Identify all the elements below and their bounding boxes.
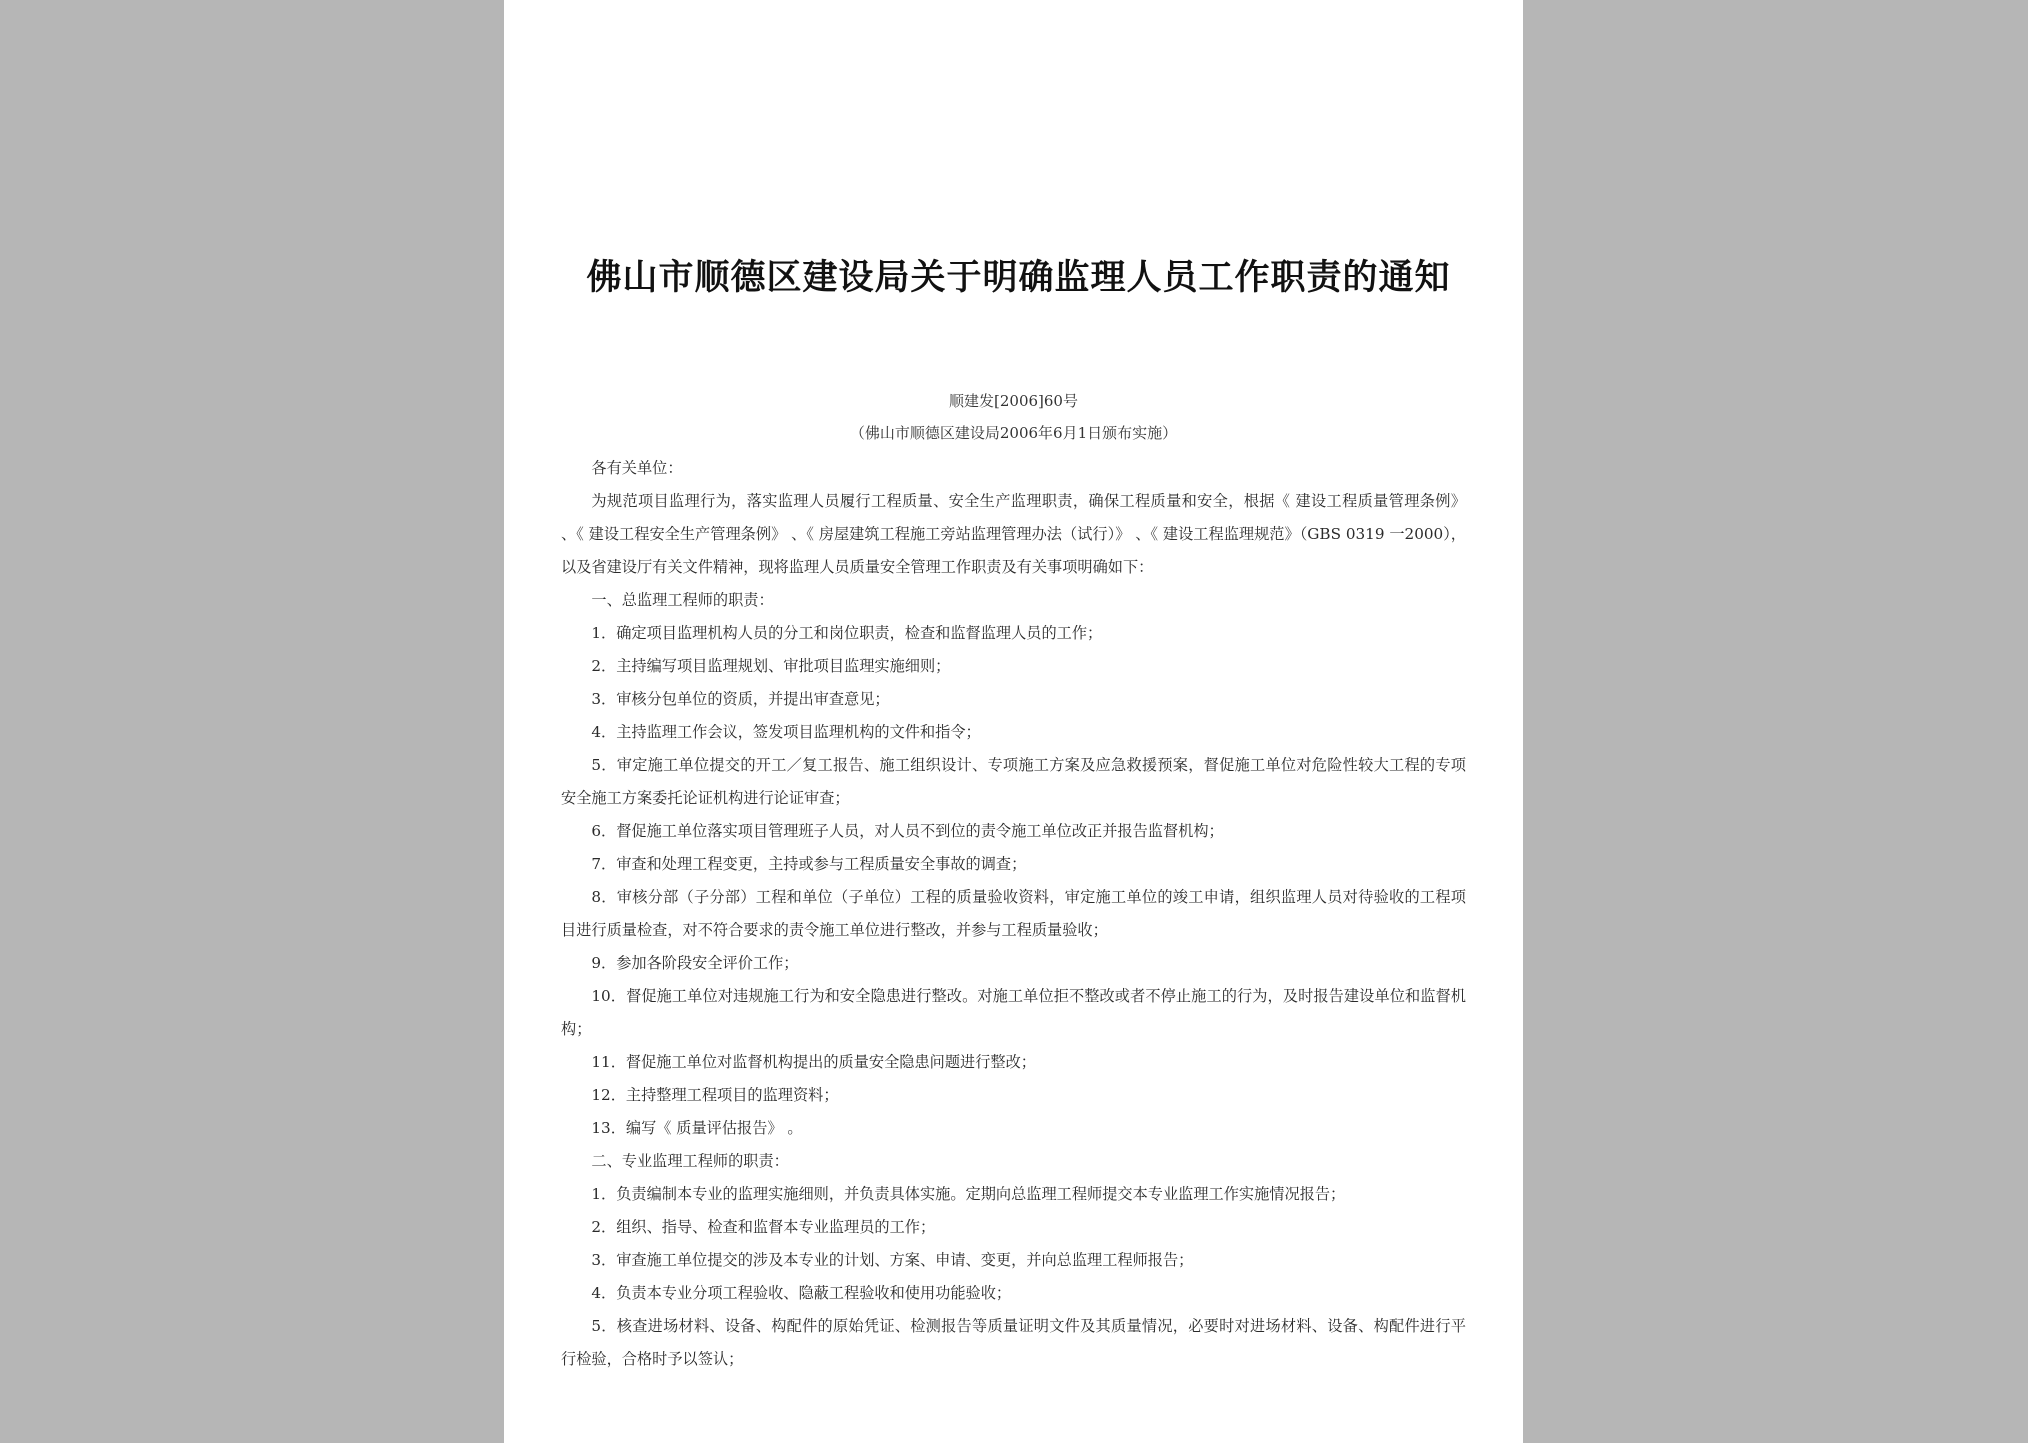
list-item: 2．主持编写项目监理规划、审批项目监理实施细则；: [591, 657, 951, 675]
list-item: 3．审核分包单位的资质，并提出审查意见；: [591, 690, 890, 708]
document-page: [504, 0, 1523, 1443]
document-body: [561, 452, 1466, 1376]
list-item: 5．核查进场材料、设备、构配件的原始凭证、检测报告等质量证明文件及其质量情况，必要时对进场材料、设备、构配件进行平行检验，合格时予以签认；: [561, 1317, 1466, 1368]
list-item: 1．负责编制本专业的监理实施细则，并负责具体实施。定期向总监理工程师提交本专业监理工作实施情况报告；: [591, 1185, 1346, 1203]
list-item: 9．参加各阶段安全评价工作；: [591, 954, 799, 972]
document-number: 顺建发[2006]60号: [949, 392, 1078, 410]
list-item: 6．督促施工单位落实项目管理班子人员，对人员不到位的责令施工单位改正并报告监督机构；: [591, 822, 1224, 840]
list-item: 4．负责本专业分项工程验收、隐蔽工程验收和使用功能验收；: [591, 1284, 1012, 1302]
paragraph: 各有关单位：: [591, 459, 683, 477]
issued-note: （佛山市顺德区建设局2006年6月1日颁布实施）: [849, 424, 1178, 442]
list-item: 4．主持监理工作会议，签发项目监理机构的文件和指令；: [591, 723, 981, 741]
list-item: 7．审查和处理工程变更，主持或参与工程质量安全事故的调查；: [591, 855, 1027, 873]
section-heading: 一、总监理工程师的职责：: [591, 591, 774, 609]
list-item: 3．审查施工单位提交的涉及本专业的计划、方案、申请、变更，并向总监理工程师报告；: [591, 1251, 1194, 1269]
list-item: 2．组织、指导、检查和监督本专业监理员的工作；: [591, 1218, 936, 1236]
document-title: 佛山市顺德区建设局关于明确监理人员工作职责的通知: [586, 257, 1451, 298]
list-item: 12．主持整理工程项目的监理资料；: [591, 1086, 839, 1104]
list-item: 10．督促施工单位对违规施工行为和安全隐患进行整改。对施工单位拒不整改或者不停止施工的行为，及时报告建设单位和监督机构；: [561, 987, 1466, 1038]
list-item: 1．确定项目监理机构人员的分工和岗位职责，检查和监督监理人员的工作；: [591, 624, 1103, 642]
list-item: 13．编写《 质量评估报告》 。: [591, 1119, 803, 1137]
list-item: 11．督促施工单位对监督机构提出的质量安全隐患问题进行整改；: [591, 1053, 1036, 1071]
list-item: 8．审核分部（子分部）工程和单位（子单位）工程的质量验收资料，审定施工单位的竣工申请，组织监理人员对待验收的工程项目进行质量检查，对不符合要求的责令施工单位进行整改，并参与工程质量验收；: [561, 888, 1466, 939]
list-item: 5．审定施工单位提交的开工／复工报告、施工组织设计、专项施工方案及应急救援预案，督促施工单位对危险性较大工程的专项安全施工方案委托论证机构进行论证审查；: [561, 756, 1466, 807]
paragraph: 为规范项目监理行为，落实监理人员履行工程质量、安全生产监理职责，确保工程质量和安全，根据《 建设工程质量管理条例》 、《 建设工程安全生产管理条例》 、《 房屋建筑工程施工旁站监理管理办法（试行）》 、《 建设工程监理规范》（GBS 0319 一2000），以及省建设厅有关文件精神，现将监理人员质量安全管理工作职责及有关事项明确如下：: [561, 492, 1466, 576]
section-heading: 二、专业监理工程师的职责：: [591, 1152, 789, 1170]
